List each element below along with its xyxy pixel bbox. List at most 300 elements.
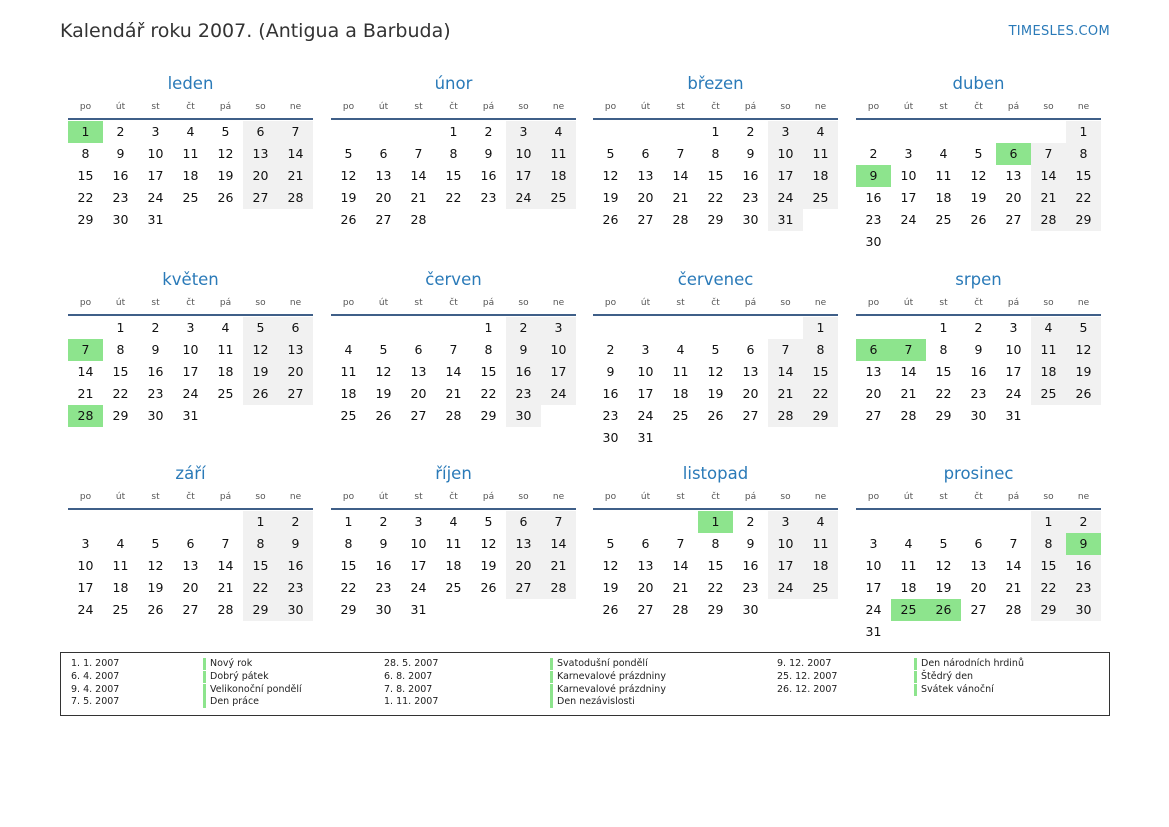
day-cell: 2 bbox=[1066, 511, 1101, 533]
empty-cell bbox=[628, 511, 663, 533]
day-cell: 19 bbox=[340, 190, 357, 205]
day-cell: 2 bbox=[379, 514, 388, 529]
day-cell: 24 bbox=[865, 602, 882, 617]
day-cell: 23 bbox=[278, 577, 313, 599]
day-cell: 24 bbox=[410, 580, 427, 595]
empty-cell bbox=[663, 317, 698, 339]
weekday-header bbox=[856, 294, 1101, 316]
weekday-label: so bbox=[780, 298, 791, 308]
day-grid bbox=[856, 121, 1101, 253]
day-grid bbox=[593, 511, 838, 621]
day-cell: 15 bbox=[445, 168, 462, 183]
weekday-label: pá bbox=[219, 298, 232, 308]
day-cell: 29 bbox=[707, 602, 724, 617]
empty-cell bbox=[103, 511, 138, 533]
day-cell: 1 bbox=[803, 317, 838, 339]
day-cell: 30 bbox=[742, 602, 759, 617]
weekday-label: pá bbox=[744, 298, 757, 308]
day-cell: 22 bbox=[112, 386, 129, 401]
weekday-header bbox=[331, 488, 576, 510]
day-cell: 14 bbox=[217, 558, 234, 573]
weekday-label: út bbox=[378, 102, 389, 112]
month-září bbox=[68, 462, 313, 621]
empty-cell bbox=[996, 121, 1031, 143]
day-cell: 31 bbox=[637, 430, 654, 445]
day-cell: 2 bbox=[278, 511, 313, 533]
day-cell: 28 bbox=[672, 602, 689, 617]
legend-name: Dobrý pátek bbox=[203, 671, 269, 683]
day-cell: 15 bbox=[112, 364, 129, 379]
day-cell: 2 bbox=[746, 124, 755, 139]
day-cell: 23 bbox=[112, 190, 129, 205]
day-cell: 10 bbox=[182, 342, 199, 357]
day-cell: 14 bbox=[445, 364, 462, 379]
empty-cell bbox=[331, 121, 366, 143]
day-cell: 1 bbox=[449, 124, 458, 139]
day-cell: 18 bbox=[900, 580, 917, 595]
weekday-label: st bbox=[939, 298, 948, 308]
weekday-label: út bbox=[903, 298, 914, 308]
day-cell: 25 bbox=[803, 187, 838, 209]
day-cell: 22 bbox=[243, 577, 278, 599]
day-cell: 5 bbox=[974, 146, 983, 161]
day-cell: 25 bbox=[672, 408, 689, 423]
weekday-label: po bbox=[79, 492, 92, 502]
weekday-label: ne bbox=[814, 102, 827, 112]
day-cell: 22 bbox=[340, 580, 357, 595]
day-cell: 9 bbox=[151, 342, 160, 357]
day-cell: 27 bbox=[742, 408, 759, 423]
day-cell: 27 bbox=[375, 212, 392, 227]
empty-cell bbox=[891, 511, 926, 533]
month-name: březen bbox=[687, 74, 744, 93]
day-cell: 10 bbox=[410, 536, 427, 551]
legend-date: 1. 11. 2007 bbox=[384, 696, 439, 708]
weekday-label: pá bbox=[482, 102, 495, 112]
empty-cell bbox=[891, 121, 926, 143]
day-cell: 28 bbox=[1031, 209, 1066, 231]
day-cell: 21 bbox=[541, 555, 576, 577]
day-cell: 22 bbox=[707, 190, 724, 205]
day-cell: 12 bbox=[217, 146, 234, 161]
weekday-label: so bbox=[1043, 298, 1054, 308]
day-cell: 1 bbox=[939, 320, 948, 335]
day-cell: 15 bbox=[77, 168, 94, 183]
day-cell: 30 bbox=[602, 430, 619, 445]
day-cell: 1 bbox=[116, 320, 125, 335]
day-cell: 27 bbox=[182, 602, 199, 617]
weekday-label: so bbox=[1043, 102, 1054, 112]
weekday-label: so bbox=[1043, 492, 1054, 502]
day-cell: 29 bbox=[1066, 209, 1101, 231]
day-cell: 17 bbox=[506, 165, 541, 187]
day-cell: 8 bbox=[243, 533, 278, 555]
month-name: červen bbox=[425, 270, 482, 289]
day-cell: 20 bbox=[375, 190, 392, 205]
weekday-label: pá bbox=[219, 492, 232, 502]
weekday-label: st bbox=[414, 298, 423, 308]
day-cell: 5 bbox=[1066, 317, 1101, 339]
day-cell: 10 bbox=[900, 168, 917, 183]
weekday-label: pá bbox=[482, 492, 495, 502]
day-cell: 27 bbox=[278, 383, 313, 405]
weekday-label: út bbox=[115, 492, 126, 502]
month-name: říjen bbox=[435, 464, 472, 483]
day-cell: 26 bbox=[970, 212, 987, 227]
legend-name: Den práce bbox=[203, 696, 259, 708]
day-cell: 22 bbox=[480, 386, 497, 401]
day-cell: 26 bbox=[217, 190, 234, 205]
day-grid bbox=[593, 121, 838, 231]
day-cell: 17 bbox=[541, 361, 576, 383]
day-cell: 21 bbox=[900, 386, 917, 401]
weekday-label: st bbox=[151, 298, 160, 308]
day-cell: 21 bbox=[77, 386, 94, 401]
day-cell: 18 bbox=[1031, 361, 1066, 383]
legend-date: 7. 8. 2007 bbox=[384, 683, 433, 695]
day-cell: 14 bbox=[77, 364, 94, 379]
day-cell: 25 bbox=[182, 190, 199, 205]
legend-date: 25. 12. 2007 bbox=[777, 670, 838, 682]
day-cell: 12 bbox=[480, 536, 497, 551]
day-cell: 22 bbox=[803, 383, 838, 405]
empty-cell bbox=[68, 317, 103, 339]
day-cell: 21 bbox=[672, 580, 689, 595]
holiday-cell: 6 bbox=[996, 143, 1031, 165]
day-cell: 23 bbox=[865, 212, 882, 227]
day-cell: 31 bbox=[1005, 408, 1022, 423]
weekday-label: po bbox=[867, 102, 880, 112]
day-cell: 5 bbox=[221, 124, 230, 139]
legend-name: Svatodušní pondělí bbox=[550, 658, 648, 670]
day-cell: 22 bbox=[77, 190, 94, 205]
day-cell: 30 bbox=[506, 405, 541, 427]
weekday-label: čt bbox=[711, 102, 720, 112]
day-cell: 4 bbox=[904, 536, 913, 551]
day-cell: 11 bbox=[803, 143, 838, 165]
day-cell: 24 bbox=[768, 187, 803, 209]
day-cell: 10 bbox=[865, 558, 882, 573]
weekday-label: so bbox=[780, 102, 791, 112]
day-cell: 15 bbox=[707, 558, 724, 573]
day-cell: 11 bbox=[112, 558, 129, 573]
day-cell: 7 bbox=[768, 339, 803, 361]
day-cell: 13 bbox=[243, 143, 278, 165]
day-cell: 16 bbox=[602, 386, 619, 401]
day-cell: 21 bbox=[410, 190, 427, 205]
day-cell: 31 bbox=[147, 212, 164, 227]
month-name: květen bbox=[162, 270, 219, 289]
day-cell: 18 bbox=[340, 386, 357, 401]
day-cell: 17 bbox=[637, 386, 654, 401]
weekday-label: po bbox=[79, 298, 92, 308]
day-cell: 11 bbox=[340, 364, 357, 379]
weekday-label: po bbox=[342, 298, 355, 308]
day-cell: 25 bbox=[340, 408, 357, 423]
day-cell: 11 bbox=[672, 364, 689, 379]
weekday-label: út bbox=[640, 492, 651, 502]
day-cell: 14 bbox=[900, 364, 917, 379]
day-cell: 10 bbox=[77, 558, 94, 573]
day-cell: 27 bbox=[637, 602, 654, 617]
month-name: leden bbox=[167, 74, 214, 93]
day-grid bbox=[856, 317, 1101, 427]
day-cell: 16 bbox=[865, 190, 882, 205]
weekday-label: so bbox=[518, 492, 529, 502]
day-grid bbox=[68, 121, 313, 231]
weekday-label: po bbox=[342, 102, 355, 112]
empty-cell bbox=[68, 511, 103, 533]
day-cell: 13 bbox=[278, 339, 313, 361]
weekday-label: pá bbox=[1007, 492, 1020, 502]
day-cell: 3 bbox=[186, 320, 195, 335]
day-cell: 8 bbox=[449, 146, 458, 161]
weekday-label: čt bbox=[449, 492, 458, 502]
day-cell: 23 bbox=[506, 383, 541, 405]
day-cell: 14 bbox=[672, 168, 689, 183]
day-cell: 23 bbox=[970, 386, 987, 401]
legend-name: Den nezávislosti bbox=[550, 696, 635, 708]
day-cell: 13 bbox=[506, 533, 541, 555]
day-grid bbox=[856, 511, 1101, 643]
day-cell: 18 bbox=[112, 580, 129, 595]
day-cell: 11 bbox=[803, 533, 838, 555]
day-cell: 29 bbox=[77, 212, 94, 227]
month-únor bbox=[331, 72, 576, 231]
day-cell: 17 bbox=[147, 168, 164, 183]
day-cell: 28 bbox=[217, 602, 234, 617]
day-cell: 4 bbox=[344, 342, 353, 357]
day-grid bbox=[68, 511, 313, 621]
day-cell: 24 bbox=[637, 408, 654, 423]
day-cell: 8 bbox=[939, 342, 948, 357]
day-cell: 4 bbox=[116, 536, 125, 551]
weekday-label: út bbox=[903, 492, 914, 502]
weekday-label: st bbox=[939, 492, 948, 502]
empty-cell bbox=[891, 317, 926, 339]
day-cell: 12 bbox=[340, 168, 357, 183]
weekday-label: út bbox=[115, 298, 126, 308]
day-cell: 9 bbox=[379, 536, 388, 551]
weekday-label: pá bbox=[1007, 102, 1020, 112]
day-cell: 26 bbox=[602, 602, 619, 617]
day-cell: 8 bbox=[344, 536, 353, 551]
day-cell: 13 bbox=[637, 168, 654, 183]
day-cell: 18 bbox=[672, 386, 689, 401]
empty-cell bbox=[366, 121, 401, 143]
day-grid bbox=[593, 317, 838, 449]
day-cell: 13 bbox=[1005, 168, 1022, 183]
weekday-label: po bbox=[867, 298, 880, 308]
day-cell: 1 bbox=[711, 124, 720, 139]
day-cell: 14 bbox=[1005, 558, 1022, 573]
day-cell: 23 bbox=[742, 580, 759, 595]
day-grid bbox=[331, 511, 576, 621]
holiday-cell: 1 bbox=[698, 511, 733, 533]
day-cell: 8 bbox=[803, 339, 838, 361]
day-cell: 23 bbox=[480, 190, 497, 205]
weekday-label: so bbox=[780, 492, 791, 502]
weekday-label: ne bbox=[1077, 102, 1090, 112]
day-cell: 27 bbox=[865, 408, 882, 423]
month-name: červenec bbox=[677, 270, 754, 289]
day-cell: 23 bbox=[1066, 577, 1101, 599]
day-cell: 12 bbox=[970, 168, 987, 183]
day-cell: 16 bbox=[112, 168, 129, 183]
weekday-label: út bbox=[640, 298, 651, 308]
day-cell: 25 bbox=[541, 187, 576, 209]
day-cell: 21 bbox=[217, 580, 234, 595]
day-cell: 7 bbox=[414, 146, 423, 161]
day-cell: 6 bbox=[243, 121, 278, 143]
day-cell: 19 bbox=[707, 386, 724, 401]
weekday-label: čt bbox=[186, 298, 195, 308]
day-cell: 29 bbox=[935, 408, 952, 423]
day-cell: 9 bbox=[278, 533, 313, 555]
day-cell: 26 bbox=[243, 383, 278, 405]
day-cell: 11 bbox=[935, 168, 952, 183]
site-link[interactable]: TIMESLES.COM bbox=[1008, 24, 1110, 39]
day-cell: 9 bbox=[606, 364, 615, 379]
day-cell: 27 bbox=[506, 577, 541, 599]
day-cell: 19 bbox=[1066, 361, 1101, 383]
day-cell: 7 bbox=[676, 536, 685, 551]
day-cell: 22 bbox=[445, 190, 462, 205]
day-cell: 5 bbox=[151, 536, 160, 551]
empty-cell bbox=[628, 317, 663, 339]
day-cell: 24 bbox=[506, 187, 541, 209]
day-cell: 17 bbox=[865, 580, 882, 595]
day-cell: 2 bbox=[151, 320, 160, 335]
day-cell: 16 bbox=[742, 168, 759, 183]
legend-date: 28. 5. 2007 bbox=[384, 658, 439, 669]
weekday-label: po bbox=[604, 298, 617, 308]
day-cell: 16 bbox=[1066, 555, 1101, 577]
weekday-label: po bbox=[867, 492, 880, 502]
weekday-label: út bbox=[115, 102, 126, 112]
month-duben bbox=[856, 72, 1101, 253]
day-cell: 19 bbox=[602, 580, 619, 595]
day-cell: 25 bbox=[803, 577, 838, 599]
day-cell: 28 bbox=[278, 187, 313, 209]
day-cell: 11 bbox=[217, 342, 234, 357]
day-cell: 5 bbox=[379, 342, 388, 357]
weekday-header bbox=[68, 488, 313, 510]
weekday-label: čt bbox=[974, 298, 983, 308]
weekday-label: pá bbox=[219, 102, 232, 112]
day-cell: 12 bbox=[602, 558, 619, 573]
day-cell: 3 bbox=[768, 511, 803, 533]
day-grid bbox=[68, 317, 313, 427]
day-cell: 16 bbox=[147, 364, 164, 379]
day-cell: 27 bbox=[1005, 212, 1022, 227]
day-cell: 14 bbox=[541, 533, 576, 555]
day-cell: 7 bbox=[449, 342, 458, 357]
day-grid bbox=[331, 317, 576, 427]
day-cell: 6 bbox=[379, 146, 388, 161]
weekday-label: pá bbox=[1007, 298, 1020, 308]
legend-date: 1. 1. 2007 bbox=[71, 658, 120, 669]
day-cell: 11 bbox=[1031, 339, 1066, 361]
day-cell: 20 bbox=[637, 580, 654, 595]
empty-cell bbox=[961, 511, 996, 533]
empty-cell bbox=[593, 511, 628, 533]
empty-cell bbox=[138, 511, 173, 533]
day-cell: 14 bbox=[278, 143, 313, 165]
day-cell: 10 bbox=[768, 533, 803, 555]
day-grid bbox=[331, 121, 576, 231]
day-cell: 20 bbox=[506, 555, 541, 577]
day-cell: 6 bbox=[506, 511, 541, 533]
weekday-label: ne bbox=[1077, 492, 1090, 502]
day-cell: 23 bbox=[742, 190, 759, 205]
day-cell: 22 bbox=[1066, 187, 1101, 209]
day-cell: 8 bbox=[81, 146, 90, 161]
day-cell: 2 bbox=[746, 514, 755, 529]
holiday-cell: 26 bbox=[926, 599, 961, 621]
holiday-legend bbox=[60, 652, 1110, 716]
day-cell: 25 bbox=[217, 386, 234, 401]
day-cell: 13 bbox=[637, 558, 654, 573]
day-cell: 24 bbox=[541, 383, 576, 405]
weekday-label: út bbox=[378, 298, 389, 308]
day-cell: 6 bbox=[746, 342, 755, 357]
day-cell: 3 bbox=[414, 514, 423, 529]
day-cell: 12 bbox=[243, 339, 278, 361]
day-cell: 14 bbox=[410, 168, 427, 183]
day-cell: 30 bbox=[970, 408, 987, 423]
weekday-label: čt bbox=[711, 298, 720, 308]
day-cell: 19 bbox=[217, 168, 234, 183]
day-cell: 10 bbox=[541, 339, 576, 361]
day-cell: 19 bbox=[602, 190, 619, 205]
legend-date: 6. 8. 2007 bbox=[384, 670, 433, 682]
day-cell: 2 bbox=[116, 124, 125, 139]
day-cell: 3 bbox=[151, 124, 160, 139]
weekday-header bbox=[331, 294, 576, 316]
empty-cell bbox=[768, 317, 803, 339]
legend-name: Nový rok bbox=[203, 658, 252, 670]
legend-name: Velikonoční pondělí bbox=[203, 684, 302, 696]
empty-cell bbox=[208, 511, 243, 533]
weekday-label: čt bbox=[974, 492, 983, 502]
weekday-label: ne bbox=[814, 298, 827, 308]
day-cell: 2 bbox=[606, 342, 615, 357]
legend-date: 7. 5. 2007 bbox=[71, 696, 120, 708]
day-cell: 4 bbox=[939, 146, 948, 161]
empty-cell bbox=[698, 317, 733, 339]
day-cell: 9 bbox=[484, 146, 493, 161]
day-cell: 3 bbox=[81, 536, 90, 551]
day-cell: 15 bbox=[480, 364, 497, 379]
day-cell: 18 bbox=[445, 558, 462, 573]
day-cell: 16 bbox=[375, 558, 392, 573]
day-cell: 24 bbox=[900, 212, 917, 227]
day-cell: 11 bbox=[182, 146, 199, 161]
day-cell: 15 bbox=[707, 168, 724, 183]
day-cell: 17 bbox=[768, 555, 803, 577]
day-cell: 16 bbox=[970, 364, 987, 379]
weekday-label: po bbox=[604, 492, 617, 502]
day-cell: 1 bbox=[484, 320, 493, 335]
holiday-cell: 6 bbox=[856, 339, 891, 361]
day-cell: 11 bbox=[445, 536, 462, 551]
empty-cell bbox=[856, 121, 891, 143]
day-cell: 12 bbox=[1066, 339, 1101, 361]
day-cell: 14 bbox=[768, 361, 803, 383]
weekday-label: st bbox=[151, 102, 160, 112]
weekday-label: čt bbox=[449, 298, 458, 308]
